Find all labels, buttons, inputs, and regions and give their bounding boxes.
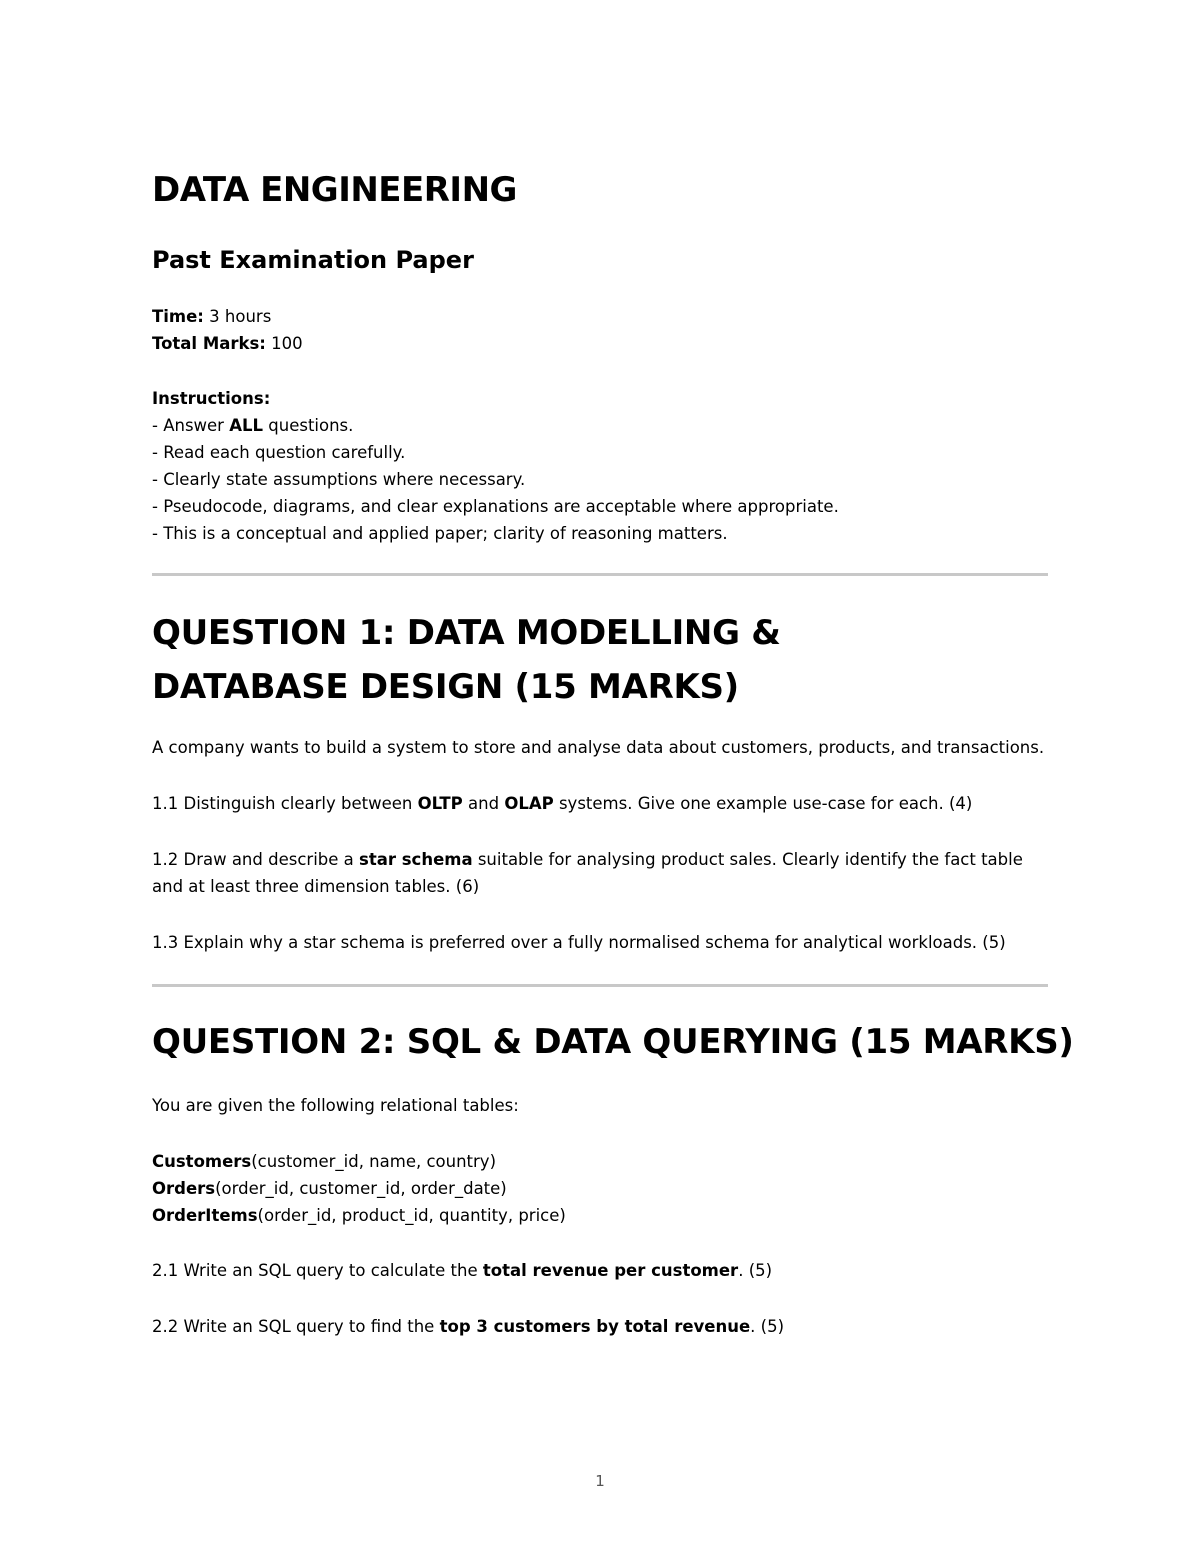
question-2-2: 2.2 Write an SQL query to find the top 3 customers by total revenue. (5) xyxy=(152,1317,785,1336)
question-2-intro: You are given the following relational tables: xyxy=(152,1096,519,1115)
instructions-block xyxy=(152,385,839,547)
time-label: Time: xyxy=(152,307,204,326)
table-definition-orderitems: OrderItems(order_id, product_id, quantity, price) xyxy=(152,1206,566,1225)
question-2-1: 2.1 Write an SQL query to calculate the total revenue per customer. (5) xyxy=(152,1261,773,1280)
instruction-item: - This is a conceptual and applied paper; clarity of reasoning matters. xyxy=(152,524,728,543)
section-divider xyxy=(152,573,1048,576)
total-marks-line xyxy=(152,330,303,357)
question-1-2: 1.2 Draw and describe a star schema suitable for analysing product sales. Clearly identify the fact table and at least three dimension tables. (6) xyxy=(152,850,1023,896)
instruction-item: - Answer ALL questions. xyxy=(152,416,354,435)
section-divider xyxy=(152,984,1048,987)
question-1-heading: QUESTION 1: DATA MODELLING & DATABASE DESIGN (15 MARKS) xyxy=(152,613,781,707)
total-marks-value: 100 xyxy=(265,334,303,353)
instruction-item: - Clearly state assumptions where necessary. xyxy=(152,470,526,489)
instruction-item: - Pseudocode, diagrams, and clear explanations are acceptable where appropriate. xyxy=(152,497,839,516)
question-1-3: 1.3 Explain why a star schema is preferred over a fully normalised schema for analytical workloads. (5) xyxy=(152,933,1006,952)
table-definition-orders: Orders(order_id, customer_id, order_date) xyxy=(152,1179,507,1198)
time-value: 3 hours xyxy=(203,307,272,326)
total-marks-label: Total Marks: xyxy=(152,334,266,353)
question-1-1: 1.1 Distinguish clearly between OLTP and OLAP systems. Give one example use-case for each. (4) xyxy=(152,794,973,813)
question-2-heading: QUESTION 2: SQL & DATA QUERYING (15 MARKS) xyxy=(152,1022,1074,1062)
instructions-label: Instructions: xyxy=(152,389,271,408)
question-1-intro: A company wants to build a system to store and analyse data about customers, products, and transactions. xyxy=(152,738,1045,757)
exam-meta xyxy=(152,303,303,357)
time-line xyxy=(152,303,303,330)
table-definition-customers: Customers(customer_id, name, country) xyxy=(152,1152,497,1171)
document-subtitle: Past Examination Paper xyxy=(152,246,474,274)
document-title: DATA ENGINEERING xyxy=(152,170,517,210)
table-definitions xyxy=(152,1148,1048,1229)
page-number: 1 xyxy=(595,1472,605,1490)
instruction-item: - Read each question carefully. xyxy=(152,443,406,462)
